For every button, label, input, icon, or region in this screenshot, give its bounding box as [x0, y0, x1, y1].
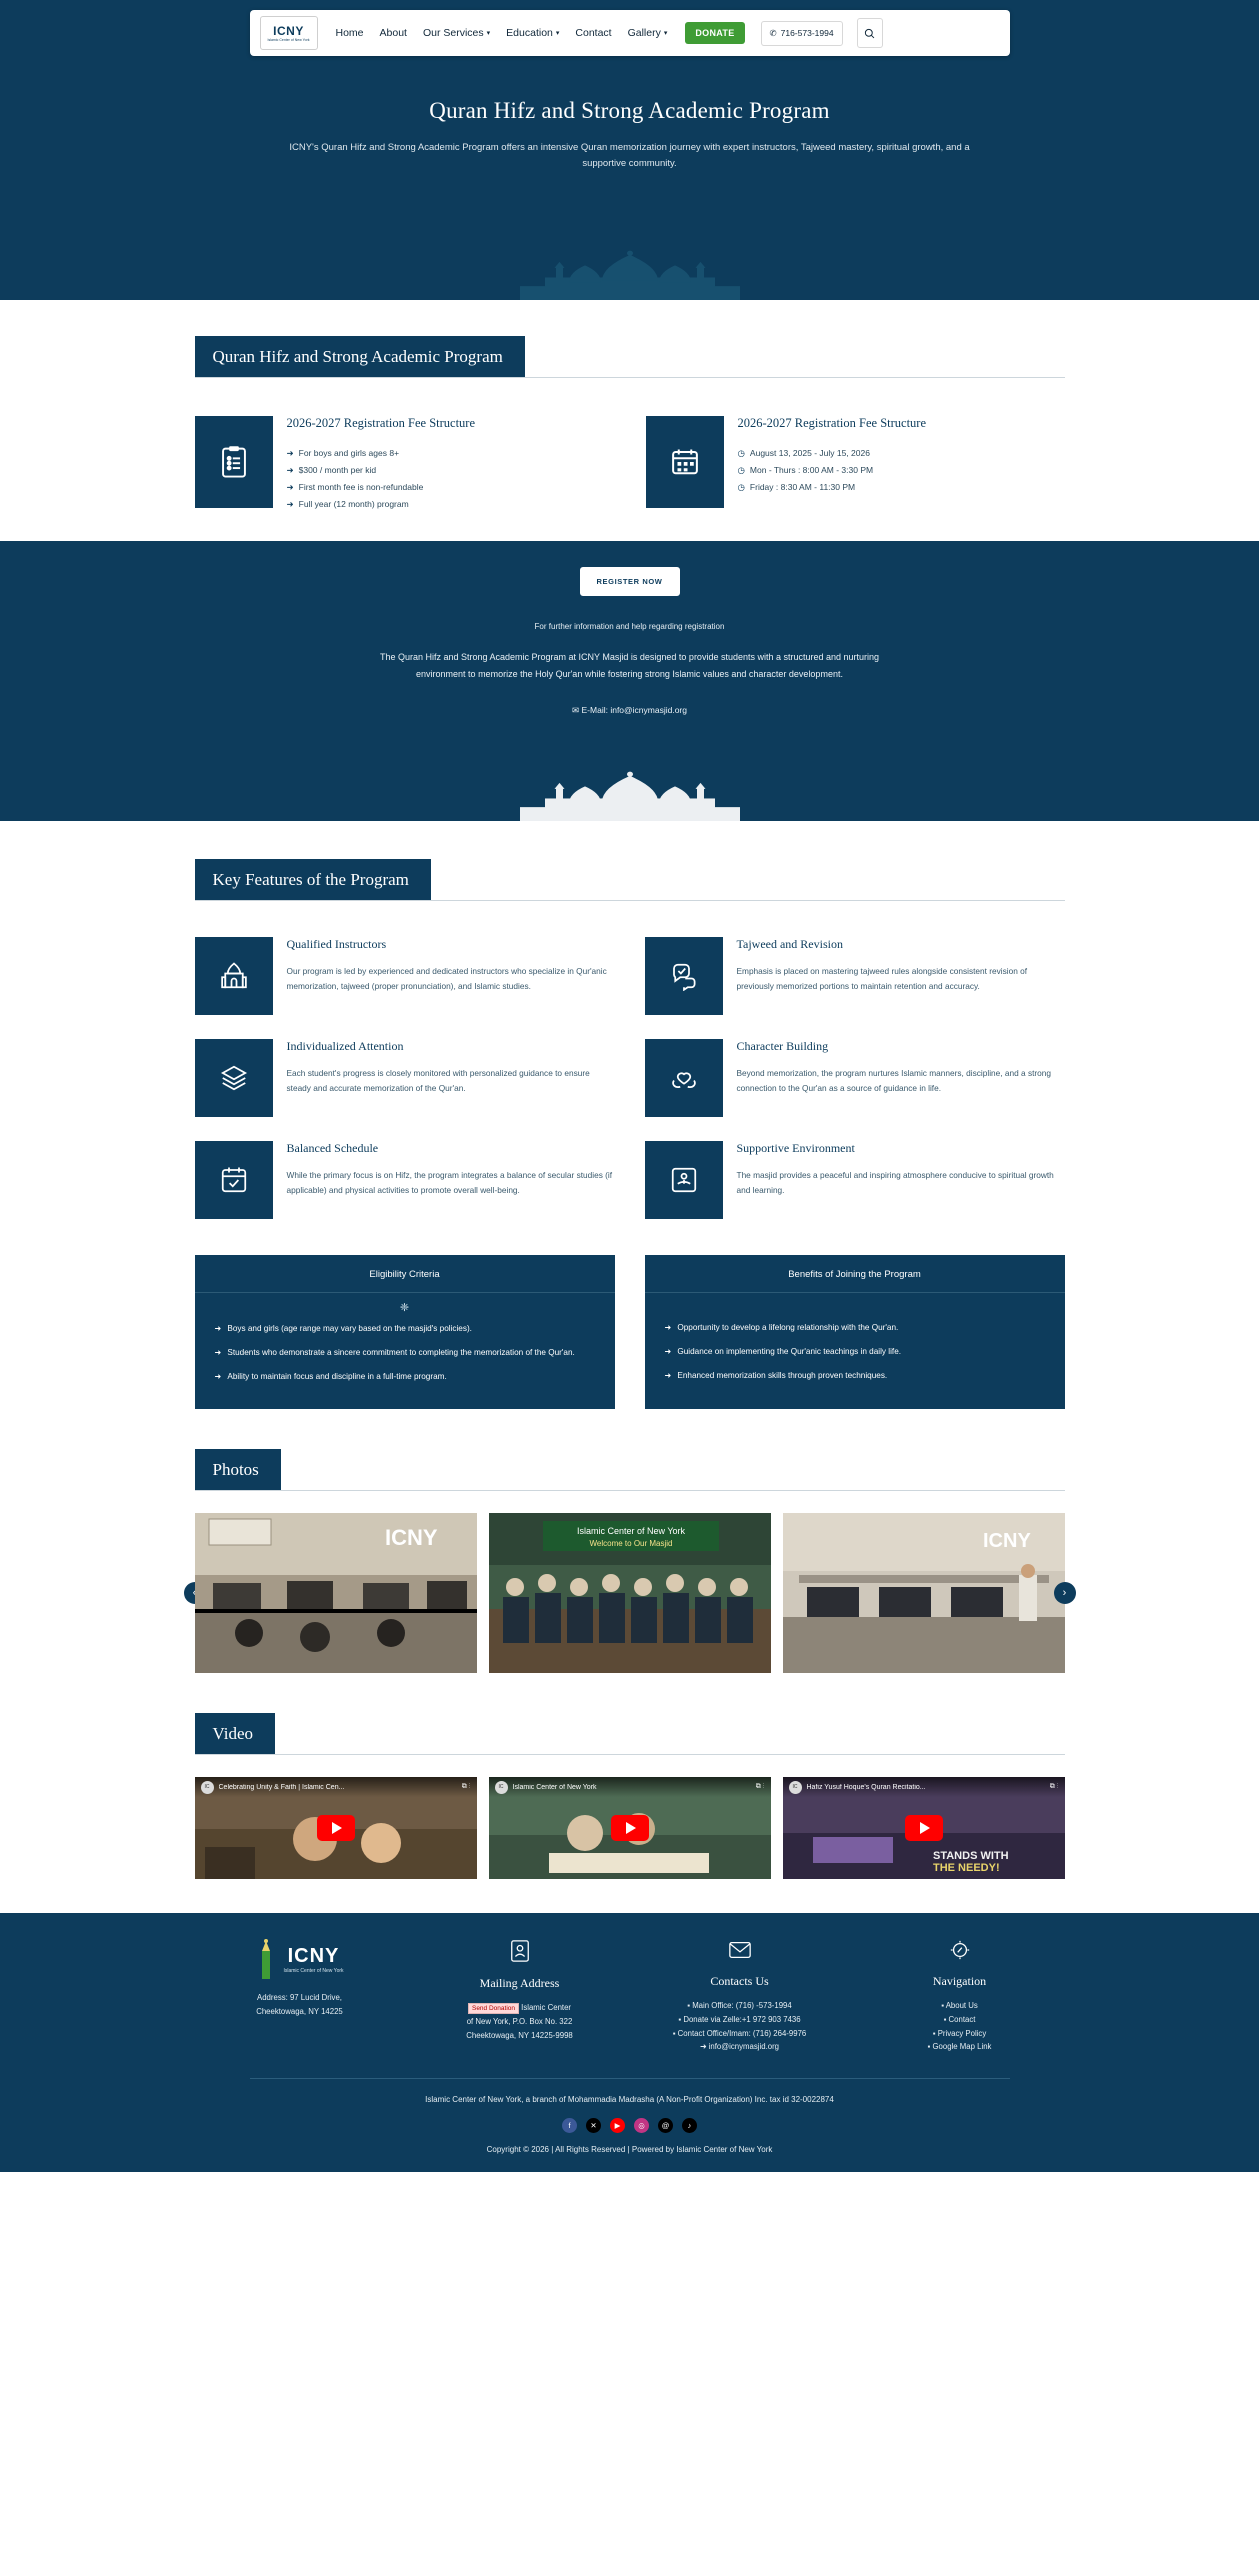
criteria-panels — [195, 1255, 1065, 1409]
speech-check-icon — [645, 937, 723, 1015]
copyright-text: Copyright © 2026 | All Rights Reserved | Powered by Islamic Center of New York — [486, 2144, 773, 2154]
list-item[interactable]: ▪ Main Office: (716) -573-1994 — [687, 2001, 792, 2011]
panel-title: Eligibility Criteria — [195, 1255, 615, 1293]
calendar-check-icon — [195, 1141, 273, 1219]
video-heading-bar — [195, 1713, 1065, 1755]
phone-button[interactable] — [761, 21, 843, 46]
arrow-right-icon: ➜ — [214, 1324, 222, 1333]
card-list — [287, 445, 476, 513]
feature-balanced-schedule — [195, 1141, 615, 1219]
page-subtitle: ICNY's Quran Hifz and Strong Academic Program offers an intensive Quran memorization journey with expert instructors, Tajweed mastery, spiritual growth, and a supportive community. — [289, 142, 970, 170]
search-button[interactable] — [857, 18, 883, 48]
svg-text:ICNY: ICNY — [982, 1530, 1031, 1553]
photos-heading: Photos — [195, 1449, 281, 1490]
ornament-icon — [645, 1293, 1065, 1317]
mosque-icon — [195, 937, 273, 1015]
list-item-label: Guidance on implementing the Qur'anic teachings in daily life. — [677, 1346, 902, 1356]
list-item — [738, 462, 927, 479]
video-heading: Video — [195, 1713, 276, 1754]
contact-text: Main Office: (716) -573-1994 — [692, 2001, 792, 2011]
list-item — [738, 479, 927, 496]
youtube-play-icon[interactable] — [317, 1815, 355, 1841]
list-item — [665, 1321, 1045, 1336]
feature-text: While the primary focus is on Hifz, the program integrates a balance of secular studies (if applicable) and physical activities to promote overall well-being. — [286, 1170, 613, 1196]
register-note: For further information and help regarding registration — [534, 622, 725, 631]
video-thumbnail[interactable] — [489, 1777, 771, 1879]
feature-text: Beyond memorization, the program nurtures Islamic manners, discipline, and a strong connection to the Qur'an as a source of guidance in life. — [736, 1068, 1052, 1094]
footer-navigation-column — [850, 1939, 1070, 2054]
footer-mailing-title: Mailing Address — [479, 1976, 560, 1991]
mailing-text: Islamic Center — [521, 2003, 571, 2013]
contact-text: Contact Office/Imam: (716) 264-9976 — [677, 2028, 807, 2038]
nav-link-google-map[interactable]: ▪ Google Map Link — [927, 2042, 992, 2052]
footer-mailing-line2: of New York, P.O. Box No. 322 — [466, 2016, 573, 2026]
arrow-right-icon: ➜ — [664, 1323, 672, 1332]
video-title: Celebrating Unity & Faith | Islamic Cen... — [218, 1783, 345, 1791]
features-heading: Key Features of the Program — [195, 859, 431, 900]
feature-text: The masjid provides a peaceful and inspiring atmosphere conducive to spiritual growth and learning. — [736, 1170, 1054, 1196]
video-title-bar — [195, 1777, 477, 1797]
footer-navigation-list — [860, 1999, 1060, 2054]
video-section — [195, 1713, 1065, 1879]
svg-text:Islamic Center of New York: Islamic Center of New York — [576, 1526, 685, 1537]
logo-text: ICNY — [273, 24, 304, 38]
list-item — [738, 445, 927, 462]
donate-button[interactable]: DONATE — [685, 22, 744, 44]
list-item-label: Full year (12 month) program — [298, 499, 409, 509]
nav-item-education[interactable] — [506, 27, 559, 39]
envelope-icon: ✉ — [572, 705, 580, 716]
footer-mailing-line3: Cheektowaga, NY 14225-9998 — [466, 2030, 573, 2040]
footer-divider — [250, 2078, 1010, 2079]
features-section — [0, 821, 1259, 1879]
nav-link-label: Google Map Link — [932, 2042, 992, 2052]
hero-section — [0, 0, 1259, 300]
footer-contacts-column — [630, 1939, 850, 2054]
list-item — [665, 1345, 1045, 1360]
footer-brand-column — [190, 1939, 410, 2054]
program-heading-bar — [195, 336, 1065, 378]
feature-text: Emphasis is placed on mastering tajweed rules alongside consistent revision of previously memorized portions to maintain retention and accuracy. — [736, 966, 1028, 992]
list-item — [215, 1346, 595, 1361]
video-list — [195, 1777, 1065, 1879]
list-item-label: August 13, 2025 - July 15, 2026 — [749, 448, 870, 458]
footer-legal: Islamic Center of New York, a branch of Mohammadia Madrasha (A Non-Profit Organization) Inc. tax id 32-0022874 — [425, 2094, 834, 2104]
program-heading: Quran Hifz and Strong Academic Program — [195, 336, 525, 377]
photos-heading-bar — [195, 1449, 1065, 1491]
feature-title: Individualized Attention — [286, 1039, 404, 1053]
carousel-next-button[interactable]: › — [1054, 1582, 1076, 1604]
nav-link-privacy-policy[interactable]: ▪ Privacy Policy — [932, 2028, 987, 2038]
nav-item-contact[interactable] — [575, 27, 611, 39]
video-thumbnail[interactable] — [195, 1777, 477, 1879]
feature-text: Each student's progress is closely monitored with personalized guidance to ensure steady and accurate memorization of the Qur'an. — [286, 1068, 590, 1094]
nav-label: Home — [335, 27, 364, 39]
nav-link-label: Privacy Policy — [937, 2028, 987, 2038]
nav-label: Education — [506, 27, 553, 39]
list-item-label: Mon - Thurs : 8:00 AM - 3:30 PM — [749, 465, 874, 475]
nav-item-home[interactable] — [336, 27, 364, 39]
feature-supportive-environment — [645, 1141, 1065, 1219]
arrow-right-icon: ➜ — [214, 1371, 222, 1381]
youtube-play-icon[interactable] — [905, 1815, 943, 1841]
page-title: Quran Hifz and Strong Academic Program — [429, 98, 830, 123]
mosque-silhouette-icon — [0, 248, 1259, 300]
clock-icon: ◷ — [737, 448, 745, 458]
nav-label: About — [379, 27, 407, 39]
footer-logo-sub: Islamic Center of New York — [283, 1967, 344, 1974]
register-paragraph: The Quran Hifz and Strong Academic Program at ICNY Masjid is designed to provide students with a structured and nurturing environment to memorize the Holy Qur'an while fostering strong Islamic values and character development. — [379, 652, 880, 680]
footer-navigation-title: Navigation — [932, 1974, 987, 1989]
photo-thumbnail[interactable] — [783, 1513, 1065, 1673]
list-item[interactable]: ▪ Contact Office/Imam: (716) 264-9976 — [672, 2028, 807, 2038]
search-icon — [864, 28, 875, 39]
envelope-icon — [728, 1939, 752, 1961]
list-item-label: $300 / month per kid — [298, 465, 377, 475]
clipboard-icon — [195, 416, 273, 508]
feature-title: Supportive Environment — [736, 1141, 855, 1155]
hands-heart-icon — [645, 1039, 723, 1117]
list-item[interactable]: ▪ Donate via Zelle:+1 972 903 7436 — [678, 2014, 801, 2024]
site-logo[interactable] — [260, 16, 318, 50]
x-twitter-icon[interactable]: ✕ — [586, 2118, 601, 2133]
feature-individualized-attention — [195, 1039, 615, 1117]
nav-link-contact[interactable]: ▪ Contact — [943, 2014, 976, 2024]
arrow-right-icon: ➜ — [214, 1347, 222, 1357]
footer-contacts-list — [640, 1999, 840, 2054]
contact-text: Donate via Zelle:+1 972 903 7436 — [683, 2014, 801, 2024]
video-title: Hafiz Yusuf Hoque's Quran Recitatio... — [806, 1783, 926, 1791]
instagram-icon[interactable]: ◎ — [634, 2118, 649, 2133]
registration-card-schedule — [646, 416, 1065, 513]
facebook-icon[interactable]: f — [562, 2118, 577, 2133]
nav-label: Contact — [575, 27, 612, 39]
tiktok-icon[interactable]: ♪ — [682, 2118, 697, 2133]
main-navbar — [250, 10, 1010, 56]
minaret-icon — [255, 1939, 277, 1979]
video-title: Islamic Center of New York — [512, 1783, 597, 1791]
feature-text: Our program is led by experienced and dedicated instructors who specialize in Qur'anic memorization, tajweed (proper pronunciation), and Islamic studies. — [286, 966, 607, 992]
feature-tajweed-revision — [645, 937, 1065, 1015]
arrow-right-icon: ➜ — [286, 499, 294, 509]
features-grid — [195, 937, 1065, 1219]
feature-title: Qualified Instructors — [286, 937, 387, 951]
features-heading-bar — [195, 859, 1065, 901]
feature-title: Balanced Schedule — [286, 1141, 379, 1155]
eligibility-panel — [195, 1255, 615, 1409]
video-actions[interactable]: ⧉ ⋮ — [461, 1783, 471, 1791]
photo-thumbnail[interactable] — [489, 1513, 771, 1673]
svg-text:ICNY: ICNY — [384, 1525, 438, 1551]
nav-item-about[interactable] — [380, 27, 407, 39]
phone-icon: ✆ — [769, 27, 777, 38]
nav-link-label: About Us — [945, 2001, 978, 2011]
calendar-icon — [646, 416, 724, 508]
benefits-panel — [645, 1255, 1065, 1409]
ornament-icon: ❈ — [399, 1302, 410, 1314]
mosque-silhouette-icon — [0, 769, 1259, 821]
footer-address-line1: Address: 97 Lucid Drive, — [257, 1993, 342, 2003]
panel-title: Benefits of Joining the Program — [645, 1255, 1065, 1293]
panel-list — [195, 1318, 615, 1384]
arrow-right-icon: ➜ — [286, 448, 294, 458]
layers-icon — [195, 1039, 273, 1117]
site-footer — [0, 1913, 1259, 2172]
nav-label: Our Services — [422, 27, 484, 39]
footer-contacts-title: Contacts Us — [710, 1974, 769, 1989]
channel-avatar: IC — [789, 1781, 802, 1794]
logo-subtitle: Islamic Center of New York — [267, 38, 310, 42]
list-item-label: Enhanced memorization skills through proven techniques. — [677, 1370, 888, 1380]
navbar-container — [0, 0, 1259, 56]
list-item — [287, 496, 476, 513]
feature-qualified-instructors — [195, 937, 615, 1015]
arrow-right-icon: ➜ — [664, 1346, 672, 1356]
youtube-icon[interactable]: ▶ — [610, 2118, 625, 2133]
svg-text:STANDS WITH: STANDS WITH — [932, 1850, 1009, 1863]
register-band — [0, 541, 1259, 821]
arrow-right-icon: ➜ — [664, 1370, 672, 1380]
nav-link-label: Contact — [948, 2014, 976, 2024]
mail-contact-icon — [509, 1939, 531, 1963]
channel-avatar: IC — [495, 1781, 508, 1794]
photos-section — [195, 1449, 1065, 1673]
video-actions[interactable]: ⧉ ⋮ — [1049, 1783, 1059, 1791]
list-item-label: For boys and girls ages 8+ — [298, 448, 400, 458]
list-item — [665, 1369, 1045, 1384]
footer-mailing-column — [410, 1939, 630, 2054]
nav-label: Gallery — [627, 27, 661, 39]
chevron-down-icon: ▾ — [486, 30, 491, 37]
nav-item-gallery[interactable] — [628, 27, 668, 39]
feature-title: Tajweed and Revision — [736, 937, 843, 951]
video-thumbnail[interactable] — [783, 1777, 1065, 1879]
footer-mailing-line1 — [420, 2001, 620, 2015]
list-item-label: Boys and girls (age range may vary based on the masjid's policies). — [227, 1324, 472, 1333]
clock-icon: ◷ — [737, 465, 745, 475]
panel-list — [645, 1317, 1065, 1383]
send-donation-badge[interactable]: Send Donation — [468, 2003, 519, 2014]
register-now-button[interactable]: REGISTER NOW — [580, 567, 680, 596]
card-list — [738, 445, 927, 496]
list-item-label: Opportunity to develop a lifelong relationship with the Qur'an. — [677, 1323, 899, 1332]
nav-item-our-services[interactable] — [423, 27, 490, 39]
registration-card-fees — [195, 416, 614, 513]
list-item — [287, 479, 476, 496]
list-item[interactable]: ➜ info@icnymasjid.org — [699, 2042, 780, 2052]
threads-icon[interactable]: @ — [658, 2118, 673, 2133]
registration-cards — [195, 416, 1065, 513]
list-item — [215, 1322, 595, 1337]
feature-title: Character Building — [736, 1039, 829, 1053]
list-item-label: Ability to maintain focus and discipline in a full-time program. — [227, 1371, 447, 1381]
chevron-down-icon: ▾ — [663, 30, 668, 37]
list-item-label: Friday : 8:30 AM - 11:30 PM — [749, 482, 856, 492]
footer-columns — [190, 1939, 1070, 2054]
contact-text: info@icnymasjid.org — [708, 2042, 780, 2052]
video-actions[interactable]: ⧉ ⋮ — [755, 1783, 765, 1791]
svg-text:Welcome to Our Masjid: Welcome to Our Masjid — [589, 1539, 672, 1549]
nav-link-about-us[interactable]: ▪ About Us — [941, 2001, 978, 2011]
program-section — [0, 300, 1259, 513]
arrow-right-icon: ➜ — [286, 465, 294, 475]
list-item-label: Students who demonstrate a sincere commitment to completing the memorization of the Qur'an. — [227, 1347, 575, 1357]
compass-icon — [949, 1939, 971, 1961]
video-title-bar — [489, 1777, 771, 1797]
register-email[interactable] — [0, 705, 1259, 716]
channel-avatar: IC — [201, 1781, 214, 1794]
chevron-down-icon: ▾ — [555, 30, 560, 37]
nav-items — [336, 27, 668, 39]
svg-text:THE NEEDY!: THE NEEDY! — [932, 1862, 1000, 1875]
footer-address-line2: Cheektowaga, NY 14225 — [256, 2006, 343, 2016]
list-item — [287, 445, 476, 462]
video-title-bar — [783, 1777, 1065, 1797]
social-links — [0, 2118, 1259, 2133]
list-item — [215, 1370, 595, 1385]
list-item — [287, 462, 476, 479]
clock-icon: ◷ — [737, 482, 745, 492]
card-title: 2026-2027 Registration Fee Structure — [737, 416, 927, 430]
feature-character-building — [645, 1039, 1065, 1117]
phone-number: 716-573-1994 — [780, 28, 834, 38]
book-open-icon — [645, 1141, 723, 1219]
footer-logo-text: ICNY — [287, 1944, 340, 1967]
arrow-right-icon: ➜ — [286, 482, 294, 492]
photo-carousel — [195, 1513, 1065, 1673]
youtube-play-icon[interactable] — [611, 1815, 649, 1841]
list-item-label: First month fee is non-refundable — [298, 482, 424, 492]
email-label: E-Mail: info@icnymasjid.org — [581, 705, 687, 716]
card-title: 2026-2027 Registration Fee Structure — [286, 416, 476, 430]
photo-thumbnail[interactable] — [195, 1513, 477, 1673]
